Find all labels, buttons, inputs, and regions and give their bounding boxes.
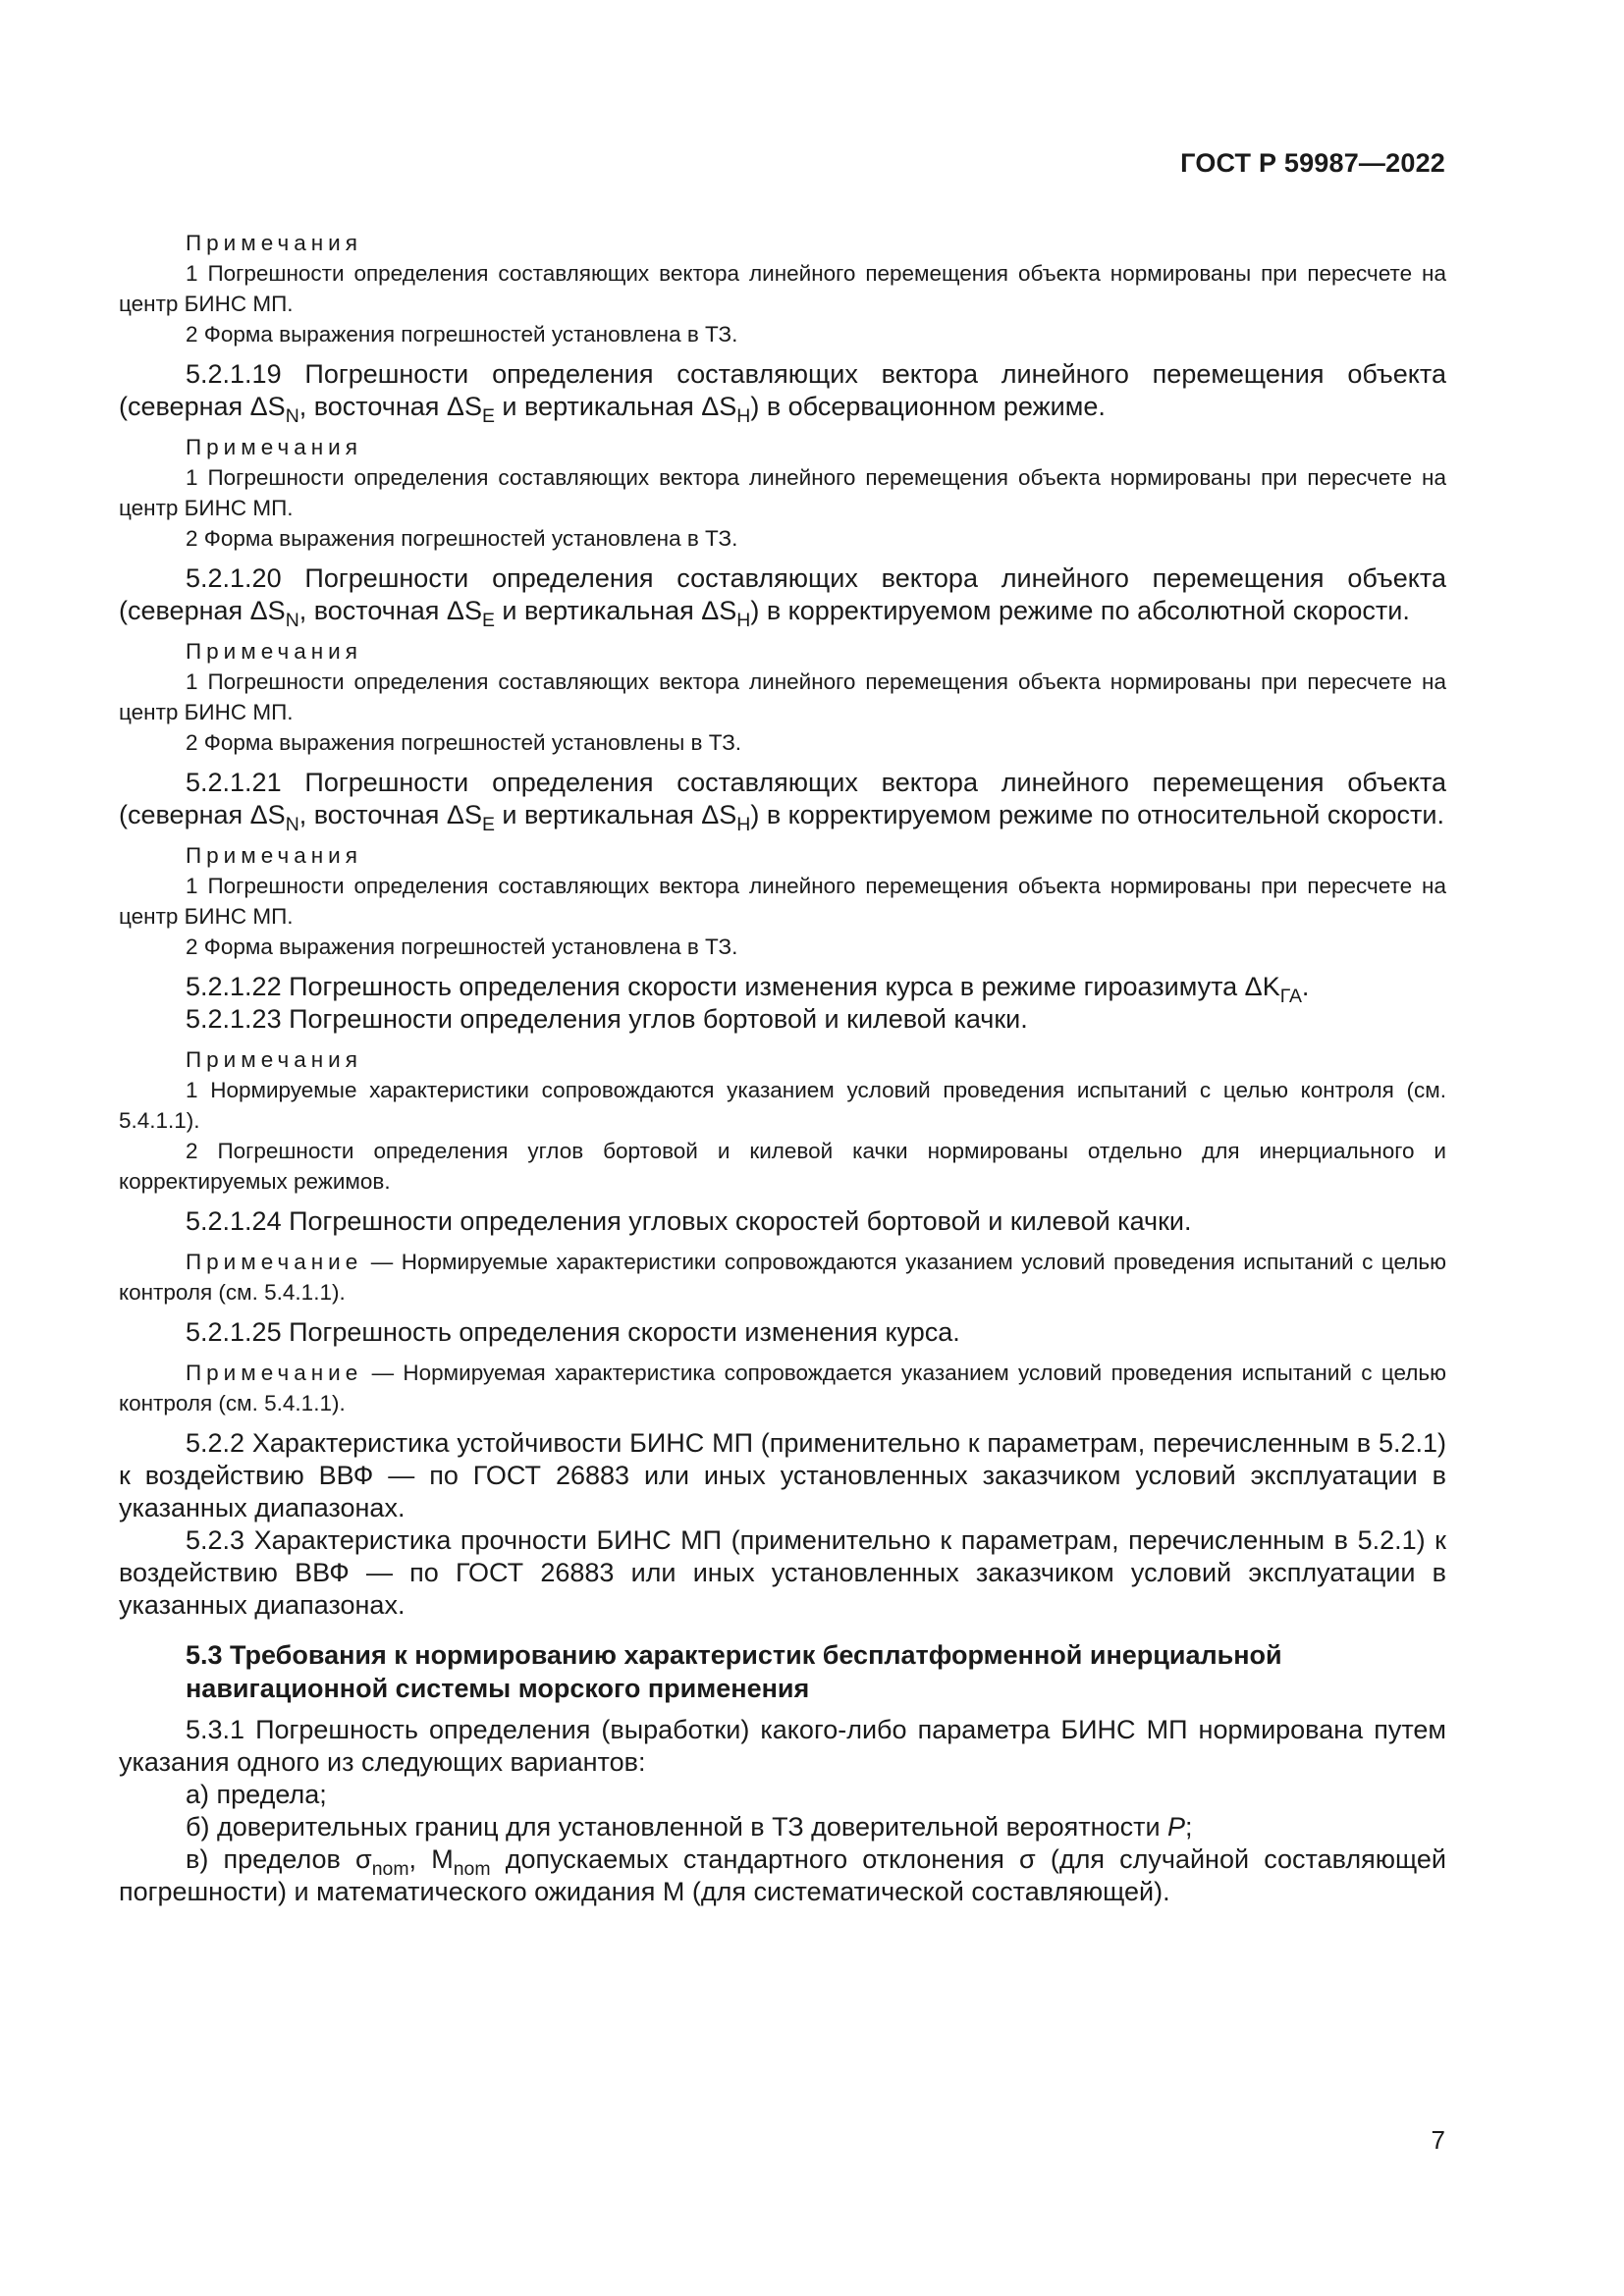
clause-5-2-1-19: 5.2.1.19 Погрешности определения составляющих вектора линейного перемещения объекта (северная $\Delta S_N$, восточная $\Delta S_E$ и вертикальная $\Delta S_H$) в обсервационном режиме. [119, 359, 1446, 427]
note-item: 1 Погрешности определения составляющих вектора линейного перемещения объекта нормированы при пересчете на центр БИНС МП. [119, 669, 1446, 724]
note-item: 2 Форма выражения погрешностей установлена в ТЗ. [186, 322, 738, 347]
note-item: 2 Погрешности определения углов бортовой и килевой качки нормированы отдельно для инерциального и корректируемых режимов. [119, 1139, 1446, 1194]
notes-label: Примечания [186, 843, 362, 868]
page-number: 7 [1431, 2125, 1445, 2155]
list-item-c: в) пределов $\sigma_{nom}$, $M_{nom}$ допускаемых стандартного отклонения σ (для случайной составляющей погрешности) и математического ожидания М (для систематической составляющей). [119, 1844, 1446, 1906]
notes-label: Примечания [186, 1047, 362, 1072]
single-note: Примечание — Нормируемые характеристики сопровождаются указанием условий проведения испытаний с целью контроля (см. 5.4.1.1). [119, 1250, 1446, 1305]
clause-5-2-1-24: 5.2.1.24 Погрешности определения угловых скоростей бортовой и килевой качки. [186, 1206, 1192, 1236]
note-item: 2 Форма выражения погрешностей установлена в ТЗ. [186, 934, 738, 959]
note-item: 1 Погрешности определения составляющих вектора линейного перемещения объекта нормированы при пересчете на центр БИНС МП. [119, 465, 1446, 520]
clause-5-2-1-20: 5.2.1.20 Погрешности определения составляющих вектора линейного перемещения объекта (северная $\Delta S_N$, восточная $\Delta S_E$ и вертикальная $\Delta S_H$) в корректируемом режиме по абсолютной скорости. [119, 563, 1446, 631]
notes-label: Примечания [186, 639, 362, 664]
clause-5-2-1-23: 5.2.1.23 Погрешности определения углов бортовой и килевой качки. [186, 1004, 1028, 1034]
note-item: 1 Погрешности определения составляющих вектора линейного перемещения объекта нормированы при пересчете на центр БИНС МП. [119, 261, 1446, 316]
document-id-header: ГОСТ Р 59987—2022 [1180, 148, 1445, 178]
note-item: 1 Нормируемые характеристики сопровождаются указанием условий проведения испытаний с целью контроля (см. 5.4.1.1). [119, 1078, 1446, 1133]
note-item: 2 Форма выражения погрешностей установлена в ТЗ. [186, 526, 738, 551]
clause-5-2-1-22: 5.2.1.22 Погрешность определения скорости изменения курса в режиме гироазимута $\Delta K_{ГА}$. [186, 972, 1310, 1007]
section-heading-5-3: 5.3 Требования к нормированию характеристик бесплатформенной инерциальной навигационной системы морского применения [186, 1640, 1282, 1703]
notes-label: Примечания [186, 231, 362, 255]
note-item: 1 Погрешности определения составляющих вектора линейного перемещения объекта нормированы при пересчете на центр БИНС МП. [119, 874, 1446, 929]
list-item-a: а) предела; [186, 1780, 327, 1809]
clause-5-3-1: 5.3.1 Погрешность определения (выработки) какого-либо параметра БИНС МП нормирована путем указания одного из следующих вариантов: [119, 1715, 1446, 1777]
note-item: 2 Форма выражения погрешностей установлены в ТЗ. [186, 730, 742, 755]
list-item-b: б) доверительных границ для установленной в ТЗ доверительной вероятности P; [186, 1812, 1193, 1842]
page-content [119, 228, 1446, 1908]
clause-5-2-1-25: 5.2.1.25 Погрешность определения скорости изменения курса. [186, 1317, 960, 1347]
notes-label: Примечания [186, 435, 362, 459]
clause-5-2-1-21: 5.2.1.21 Погрешности определения составляющих вектора линейного перемещения объекта (северная $\Delta S_N$, восточная $\Delta S_E$ и вертикальная $\Delta S_H$) в корректируемом режиме по относительной скорости. [119, 768, 1446, 835]
clause-5-2-2: 5.2.2 Характеристика устойчивости БИНС МП (применительно к параметрам, перечисленным в 5.2.1) к воздействию ВВФ — по ГОСТ 26883 или иных установленных заказчиком условий эксплуатации в указанных диапазонах. [119, 1428, 1446, 1522]
single-note: Примечание — Нормируемая характеристика сопровождается указанием условий проведения испытаний с целью контроля (см. 5.4.1.1). [119, 1361, 1446, 1415]
clause-5-2-3: 5.2.3 Характеристика прочности БИНС МП (применительно к параметрам, перечисленным в 5.2.1) к воздействию ВВФ — по ГОСТ 26883 или иных установленных заказчиком условий эксплуатации в указанных диапазонах. [119, 1525, 1446, 1620]
